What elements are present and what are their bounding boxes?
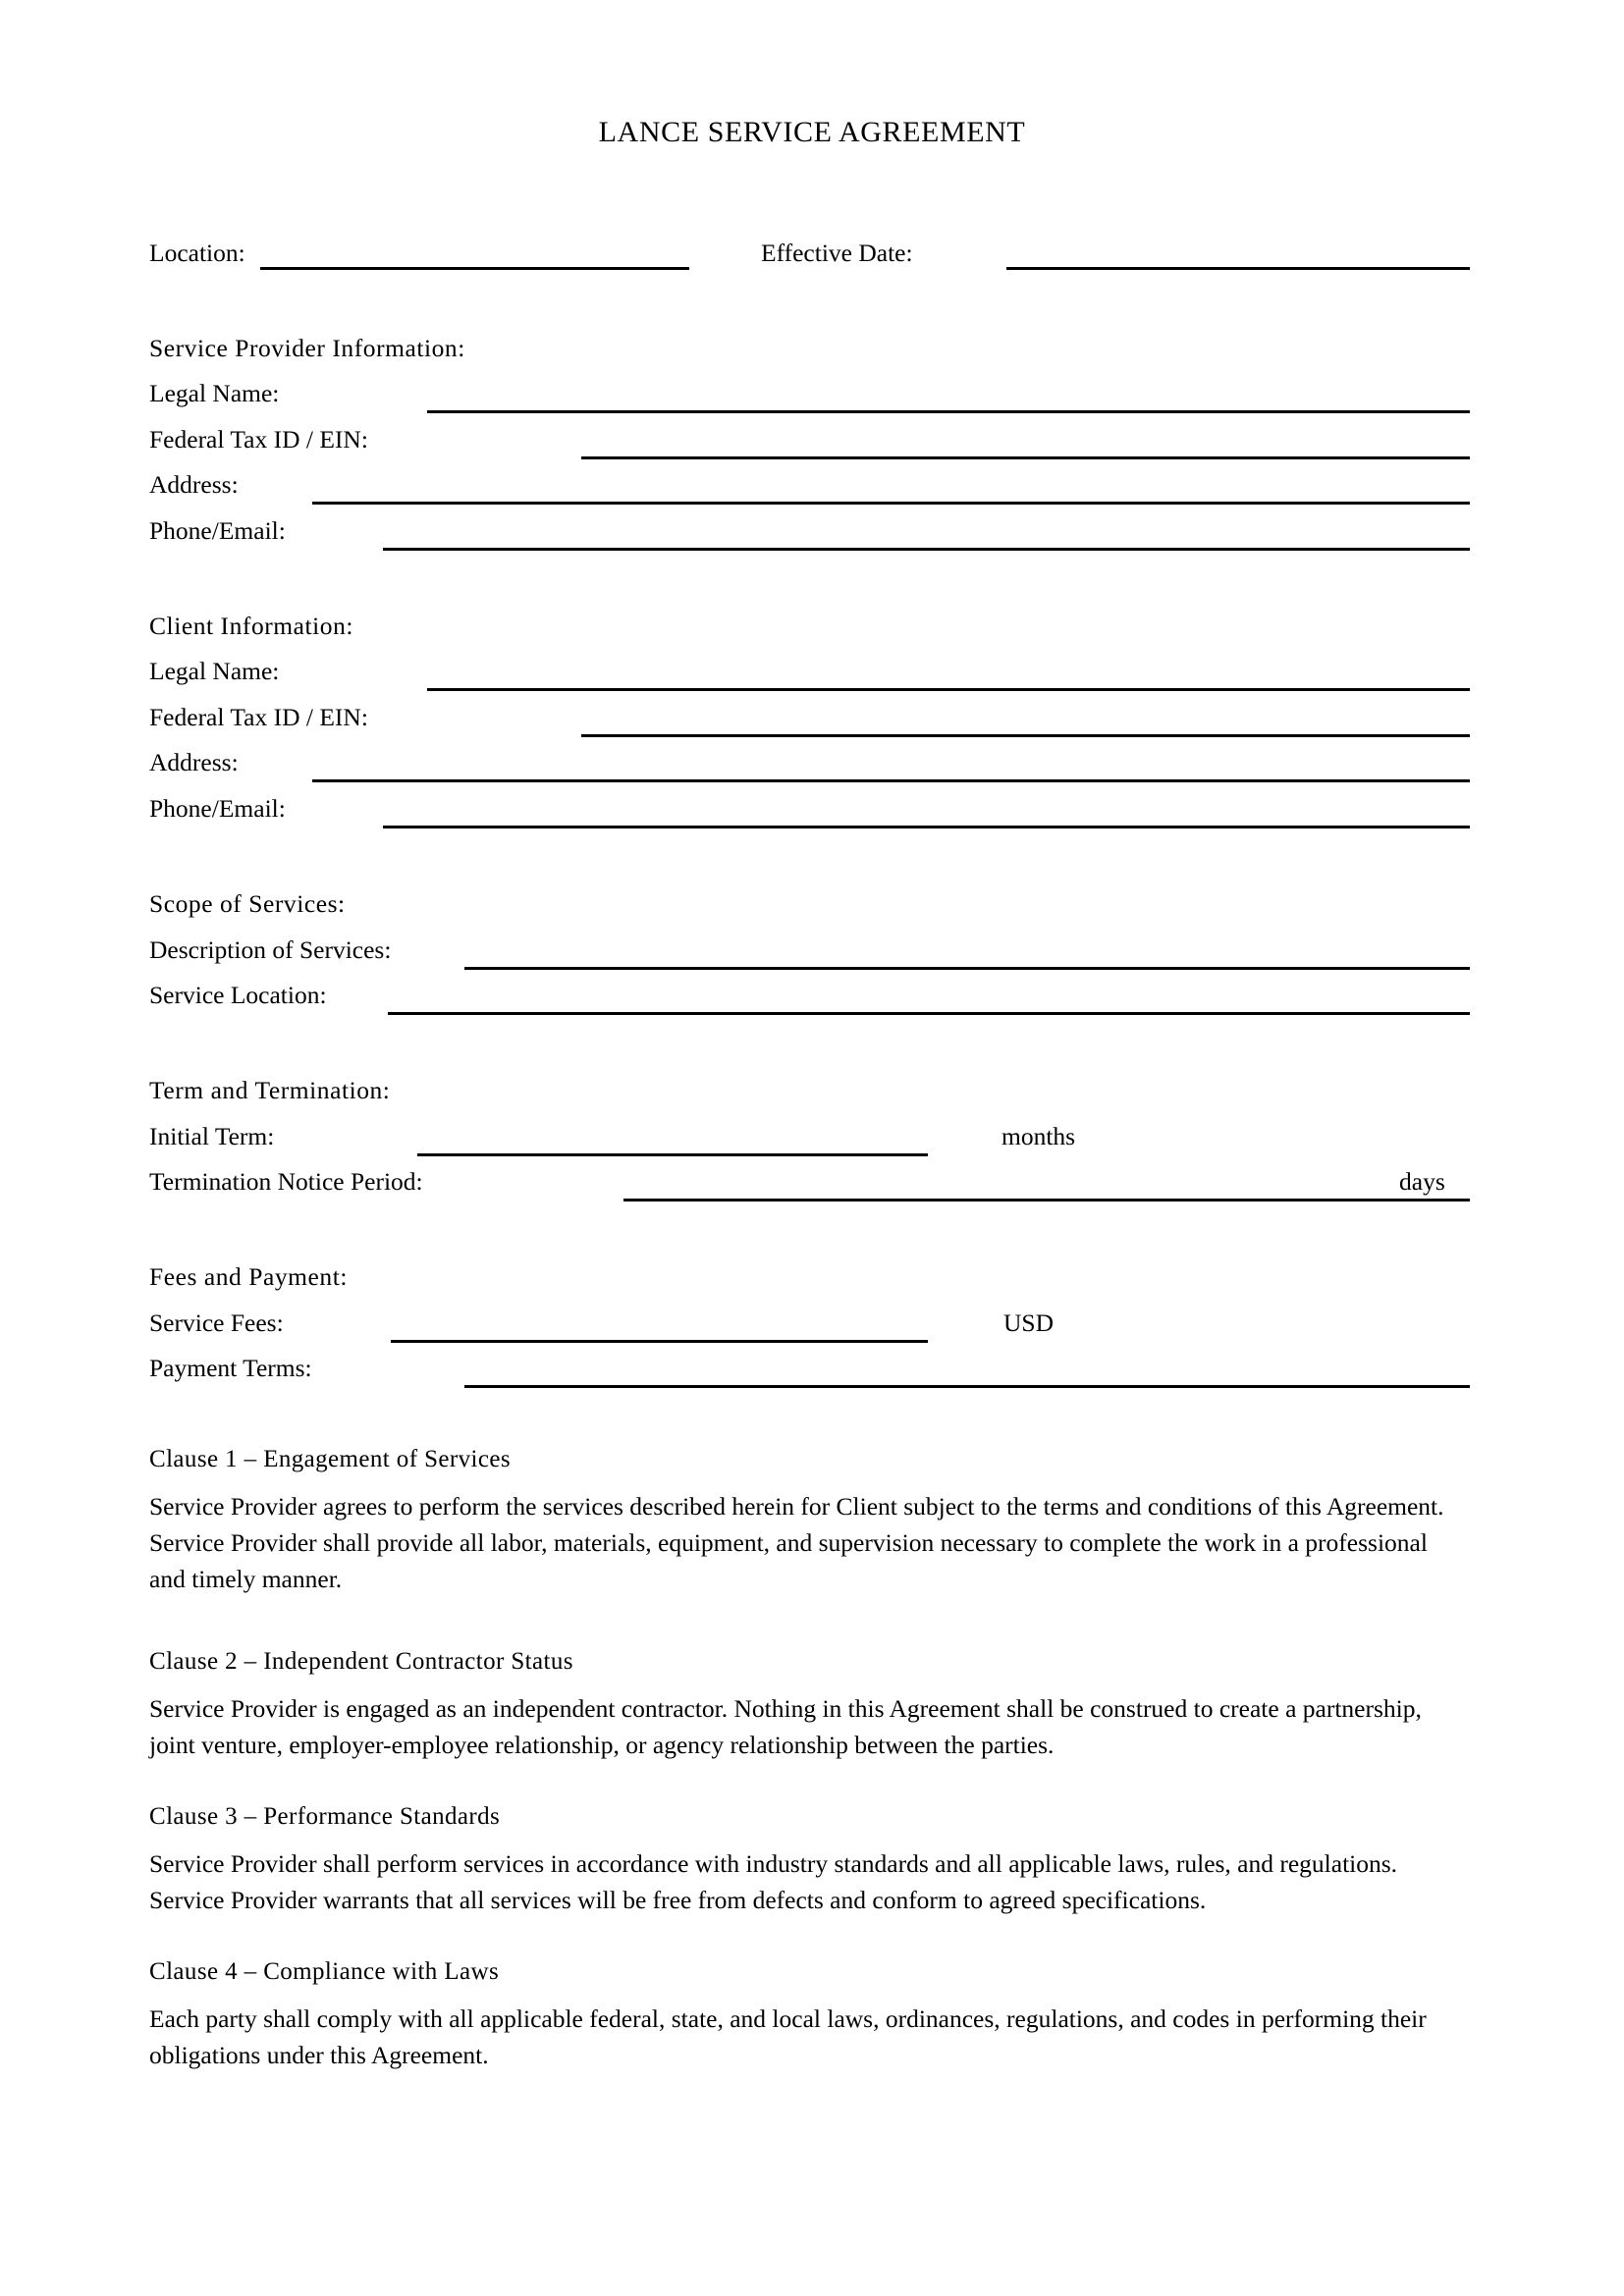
termination-notice-label: Termination Notice Period:	[149, 1167, 423, 1196]
effective-date-label: Effective Date:	[761, 239, 913, 267]
client-phone-email-label: Phone/Email:	[149, 794, 286, 823]
clause-2-body: Service Provider is engaged as an independent contractor. Nothing in this Agreement shall be construed to create a partnership, joint venture, employer-employee relationship, or agency relationship between the parties.	[149, 1694, 1422, 1759]
scope-heading: Scope of Services:	[149, 889, 346, 918]
term-heading: Term and Termination:	[149, 1076, 391, 1104]
service-provider-address-input-rule[interactable]	[312, 502, 1470, 505]
termination-notice-input-rule[interactable]	[623, 1199, 1470, 1201]
client-heading: Client Information:	[149, 612, 354, 640]
client-tax-id-label: Federal Tax ID / EIN:	[149, 703, 368, 731]
scope-service-location-label: Service Location:	[149, 981, 327, 1009]
page-title: LANCE SERVICE AGREEMENT	[598, 116, 1026, 148]
service-provider-heading: Service Provider Information:	[149, 334, 465, 362]
clause-4-body: Each party shall comply with all applicable federal, state, and local laws, ordinances, regulations, and codes in performing their obligations under this Agreement.	[149, 2004, 1427, 2069]
service-provider-tax-id-label: Federal Tax ID / EIN:	[149, 425, 368, 454]
client-tax-id-input-rule[interactable]	[581, 734, 1470, 737]
clause-1-heading: Clause 1 – Engagement of Services	[149, 1446, 511, 1472]
scope-description-input-rule[interactable]	[464, 967, 1470, 970]
initial-term-label: Initial Term:	[149, 1122, 275, 1150]
initial-term-unit: months	[1001, 1122, 1076, 1150]
client-phone-email-input-rule[interactable]	[383, 826, 1470, 828]
clause-2-heading: Clause 2 – Independent Contractor Status	[149, 1648, 573, 1675]
client-legal-name-label: Legal Name:	[149, 657, 280, 685]
initial-term-input-rule[interactable]	[417, 1153, 928, 1156]
service-fees-unit: USD	[1003, 1308, 1055, 1337]
service-fees-input-rule[interactable]	[391, 1340, 928, 1343]
service-provider-legal-name-input-rule[interactable]	[427, 410, 1470, 413]
fees-heading: Fees and Payment:	[149, 1262, 348, 1291]
clause-3-body: Service Provider shall perform services in accordance with industry standards and all applicable laws, rules, and regulations. Service Provider warrants that all services will be free from defects and conform to agreed specifications.	[149, 1849, 1398, 1914]
location-input-rule[interactable]	[260, 267, 689, 270]
clause-4-heading: Clause 4 – Compliance with Laws	[149, 1958, 500, 1985]
clause-3-heading: Clause 3 – Performance Standards	[149, 1803, 501, 1830]
effective-date-input-rule[interactable]	[1006, 267, 1470, 270]
service-provider-address-label: Address:	[149, 470, 239, 499]
payment-terms-input-rule[interactable]	[464, 1385, 1470, 1388]
termination-notice-unit: days	[1399, 1167, 1445, 1196]
service-provider-tax-id-input-rule[interactable]	[581, 456, 1470, 459]
clause-1-body: Service Provider agrees to perform the services described herein for Client subject to the terms and conditions of this Agreement. Service Provider shall provide all labor, materials, equipment, and supervision necessary to complete the work in a professional and timely manner.	[149, 1492, 1444, 1593]
payment-terms-label: Payment Terms:	[149, 1354, 312, 1382]
client-address-input-rule[interactable]	[312, 779, 1470, 782]
client-legal-name-input-rule[interactable]	[427, 688, 1470, 691]
service-provider-legal-name-label: Legal Name:	[149, 379, 280, 407]
location-label: Location:	[149, 239, 245, 267]
service-provider-phone-email-input-rule[interactable]	[383, 548, 1470, 551]
service-provider-phone-email-label: Phone/Email:	[149, 516, 286, 545]
scope-service-location-input-rule[interactable]	[388, 1012, 1470, 1015]
client-address-label: Address:	[149, 748, 239, 776]
service-fees-label: Service Fees:	[149, 1308, 284, 1337]
scope-description-label: Description of Services:	[149, 935, 392, 964]
